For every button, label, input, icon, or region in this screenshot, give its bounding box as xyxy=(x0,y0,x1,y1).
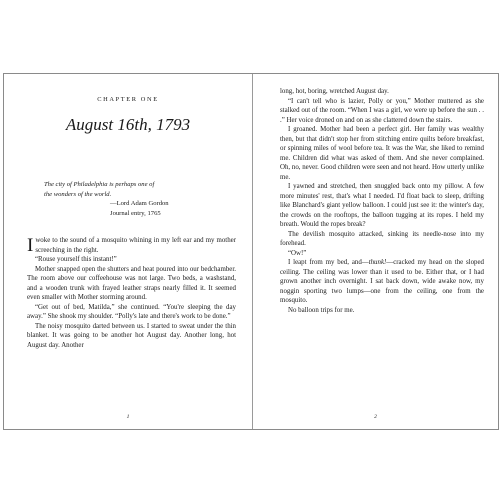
epigraph-quote-line: The city of Philadelphia is perhaps one of xyxy=(44,181,155,188)
epigraph-quote-line: the wonders of the world. xyxy=(44,190,112,198)
paragraph: “Ow!” xyxy=(288,249,307,257)
chapter-title: August 16th, 1793 xyxy=(65,115,191,134)
paragraph: “Get out of bed, Matilda,” she continued. “You're sleeping the day away.” She shook my shoulder. “Polly's late and there's work to be done.” xyxy=(27,303,236,320)
paragraph-text: —cracked my head on the sloped ceiling. The ceiling was lower than it used to be. Either that, or I had grown another inch overnight. I sat back down, wide awake now, my noggin sporting two lumps—one from the ceiling, one from the mosquito. xyxy=(280,259,484,304)
paragraph: I yawned and stretched, then snuggled back onto my pillow. A few more minutes' rest, that's what I needed. I'd float back to sleep, drifting like Blanchard's giant yellow balloon. I could just see it: the winter's day, the crowds on the rooftops, the balloon tugging at its ropes. I held my breath. Would the ropes break? xyxy=(280,183,484,228)
right-body-text xyxy=(280,87,484,315)
page-number: 2 xyxy=(374,414,377,420)
drop-cap: I xyxy=(27,235,34,256)
emphasis-text: thunk! xyxy=(368,259,387,266)
paragraph: I groaned. Mother had been a perfect girl. Her family was wealthy then, but that didn't stop her from stitching entire quilts before breakfast, or spinning miles of wool before tea. It was the War, she liked to remind me. Children did what was asked of them. And she never complained. Oh, no, never. Good children were seen and not heard. How utterly unlike me. xyxy=(280,126,484,181)
left-page xyxy=(4,74,252,429)
epigraph xyxy=(44,180,204,218)
paragraph: The devilish mosquito attacked, sinking its needle-nose into my forehead. xyxy=(280,230,484,247)
paragraph: “Rouse yourself this instant!” xyxy=(35,256,117,263)
paragraph: “I can't tell who is lazier, Polly or you,” Mother muttered as she stalked out of the room. “When I was a girl, we were up before the sun . . .” Her voice droned on and on as she clattered down the stairs. xyxy=(280,97,484,124)
right-page xyxy=(253,74,498,429)
paragraph: The noisy mosquito darted between us. I started to sweat under the thin blanket. It was going to be another hot August day. Another long, hot August day. Another xyxy=(27,322,236,349)
epigraph-source: Journal entry, 1765 xyxy=(110,209,161,217)
paragraph-text: I leapt from my bed, and— xyxy=(288,259,369,266)
book-spread xyxy=(3,73,499,430)
paragraph-text: woke to the sound of a mosquito whining in my left ear and my mother screeching in the right. xyxy=(35,237,236,254)
paragraph xyxy=(27,236,236,255)
chapter-label: CHAPTER ONE xyxy=(97,96,159,103)
paragraph: No balloon trips for me. xyxy=(288,306,355,314)
paragraph xyxy=(280,258,484,306)
paragraph: long, hot, boring, wretched August day. xyxy=(280,88,389,95)
page-number: 1 xyxy=(126,414,130,420)
epigraph-attribution: —Lord Adam Gordon xyxy=(110,200,169,208)
paragraph: Mother snapped open the shutters and heat poured into our bedchamber. The room above our coffeehouse was not large. Two beds, a washstand, and a wooden trunk with frayed leather straps nearly filled it. It seemed even smaller with Mother storming around. xyxy=(27,265,236,301)
left-body-text xyxy=(27,236,236,350)
